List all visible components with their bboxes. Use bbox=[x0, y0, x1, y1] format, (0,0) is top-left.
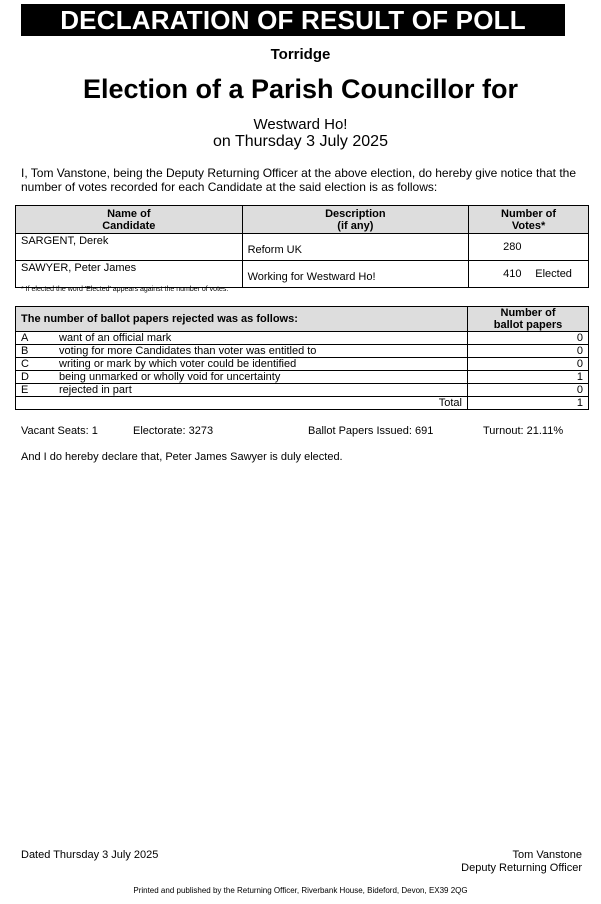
election-area: Westward Ho! bbox=[253, 116, 348, 133]
reason-letter: E bbox=[16, 384, 56, 397]
printed-by: Printed and published by the Returning Officer, Riverbank House, Bideford, Devon, EX39 2QG bbox=[133, 886, 468, 895]
reason-text: being unmarked or wholly void for uncertainty bbox=[55, 371, 468, 384]
reason-count: 0 bbox=[468, 332, 589, 345]
reason-letter: A bbox=[16, 332, 56, 345]
reason-count: 0 bbox=[468, 358, 589, 371]
page-banner: DECLARATION OF RESULT OF POLL bbox=[21, 4, 565, 36]
turnout: Turnout: 21.11% bbox=[483, 425, 564, 437]
reason-count: 0 bbox=[468, 345, 589, 358]
vote-count: 410 bbox=[503, 268, 522, 280]
reason-count: 1 bbox=[468, 371, 589, 384]
table-row bbox=[16, 234, 589, 261]
rejected-title: The number of ballot papers rejected was as follows: bbox=[16, 307, 468, 332]
total-value: 1 bbox=[468, 397, 589, 410]
name-header: Name of Candidate bbox=[16, 206, 243, 234]
signer-name: Tom Vanstone bbox=[512, 849, 582, 861]
table-row bbox=[16, 332, 589, 345]
elected-label: Elected bbox=[535, 268, 572, 280]
votes-footnote: * If elected the word 'Elected' appears against the number of votes. bbox=[21, 286, 229, 293]
council-name: Torridge bbox=[270, 46, 331, 63]
candidates-table bbox=[15, 205, 589, 288]
election-date: on Thursday 3 July 2025 bbox=[213, 133, 388, 150]
ballot-papers-issued: Ballot Papers Issued: 691 bbox=[308, 425, 434, 437]
candidate-votes bbox=[469, 234, 589, 261]
rejected-count-header: Number of ballot papers bbox=[468, 307, 589, 332]
reason-text: rejected in part bbox=[55, 384, 468, 397]
candidate-name: SAWYER, Peter James bbox=[16, 261, 243, 288]
reason-text: writing or mark by which voter could be identified bbox=[55, 358, 468, 371]
table-row bbox=[16, 384, 589, 397]
reason-text: want of an official mark bbox=[55, 332, 468, 345]
candidate-votes bbox=[469, 261, 589, 288]
vacant-seats: Vacant Seats: 1 bbox=[21, 425, 98, 437]
table-row bbox=[16, 261, 589, 288]
notice-text: I, Tom Vanstone, being the Deputy Returning Officer at the above election, do hereby give notice that the number of votes recorded for each Candidate at the said election is as follows: bbox=[21, 166, 577, 194]
signer-title: Deputy Returning Officer bbox=[461, 862, 582, 874]
reason-letter: D bbox=[16, 371, 56, 384]
total-label: Total bbox=[55, 397, 468, 410]
declaration-text: And I do hereby declare that, Peter James Sawyer is duly elected. bbox=[21, 451, 343, 463]
rejected-ballots-table bbox=[15, 306, 589, 410]
description-header: Description (if any) bbox=[242, 206, 469, 234]
signature-block bbox=[461, 849, 582, 875]
table-row bbox=[16, 358, 589, 371]
candidate-name: SARGENT, Derek bbox=[16, 234, 243, 261]
table-row bbox=[16, 371, 589, 384]
reason-letter: B bbox=[16, 345, 56, 358]
reason-count: 0 bbox=[468, 384, 589, 397]
total-spacer bbox=[16, 397, 56, 410]
rejected-header-row bbox=[16, 307, 589, 332]
dated-line: Dated Thursday 3 July 2025 bbox=[21, 849, 159, 861]
reason-letter: C bbox=[16, 358, 56, 371]
electorate: Electorate: 3273 bbox=[133, 425, 214, 437]
table-row bbox=[16, 345, 589, 358]
reason-text: voting for more Candidates than voter was entitled to bbox=[55, 345, 468, 358]
candidate-description: Reform UK bbox=[242, 234, 469, 261]
candidates-header-row bbox=[16, 206, 589, 234]
election-title: Election of a Parish Councillor for bbox=[82, 74, 519, 104]
vote-count: 280 bbox=[503, 241, 522, 253]
votes-header: Number of Votes* bbox=[469, 206, 589, 234]
candidate-description: Working for Westward Ho! bbox=[242, 261, 469, 288]
total-row bbox=[16, 397, 589, 410]
